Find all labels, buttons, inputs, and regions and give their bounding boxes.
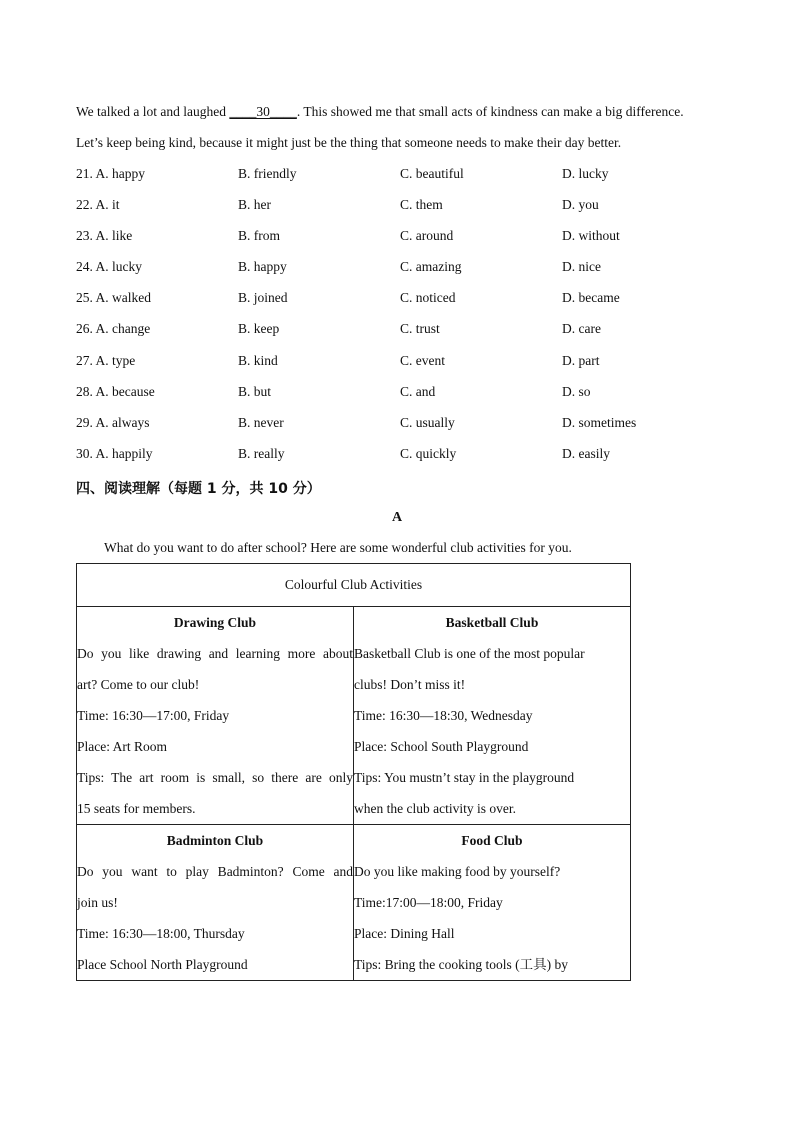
option-b: B. her: [238, 197, 271, 212]
table-title: Colourful Club Activities: [77, 564, 631, 607]
club-tips: Tips: You mustn’t stay in the playground: [354, 770, 575, 785]
club-tips: Tips: Bring the cooking tools (工具) by: [354, 957, 569, 972]
passage-line-1: [76, 104, 684, 120]
option-b: B. really: [238, 446, 285, 461]
option-c: C. them: [400, 197, 443, 212]
club-place: Place: School South Playground: [354, 739, 529, 754]
club-description: Basketball Club is one of the most popular: [354, 646, 585, 661]
option-row: [76, 446, 716, 466]
option-a: 22. A. it: [76, 197, 120, 212]
club-description: art? Come to our club!: [77, 677, 200, 692]
option-b: B. never: [238, 415, 284, 430]
option-a: 21. A. happy: [76, 166, 145, 181]
option-c: C. around: [400, 228, 454, 243]
option-a: 24. A. lucky: [76, 259, 142, 274]
option-c: C. amazing: [400, 259, 462, 274]
club-tips: when the club activity is over.: [354, 801, 516, 816]
club-tips: 15 seats for members.: [77, 801, 196, 816]
option-c: C. trust: [400, 321, 440, 336]
option-row: [76, 290, 716, 310]
option-row: [76, 353, 716, 373]
option-d: D. sometimes: [562, 415, 637, 430]
option-row: [76, 384, 716, 404]
option-a: 28. A. because: [76, 384, 155, 399]
option-row: [76, 321, 716, 341]
option-c: C. usually: [400, 415, 455, 430]
club-name: Basketball Club: [445, 615, 539, 630]
club-time: Time: 16:30—18:00, Thursday: [77, 926, 245, 941]
option-a: 26. A. change: [76, 321, 151, 336]
option-a: 25. A. walked: [76, 290, 151, 305]
food-club-cell: [354, 825, 631, 981]
passage-label: A: [391, 510, 403, 525]
option-b: B. joined: [238, 290, 288, 305]
club-description: clubs! Don’t miss it!: [354, 677, 466, 692]
club-place: Place: Art Room: [77, 739, 167, 754]
club-description: Do you like drawing and learning more about: [77, 646, 353, 661]
option-c: C. event: [400, 353, 445, 368]
option-row: [76, 228, 716, 248]
club-description: Do you like making food by yourself?: [354, 864, 561, 879]
club-name: Drawing Club: [173, 615, 257, 630]
option-b: B. happy: [238, 259, 287, 274]
option-d: D. nice: [562, 259, 601, 274]
option-c: C. and: [400, 384, 436, 399]
option-d: D. lucky: [562, 166, 609, 181]
option-b: B. friendly: [238, 166, 297, 181]
drawing-club-cell: [77, 607, 354, 825]
club-place: Place School North Playground: [77, 957, 248, 972]
club-name: Food Club: [461, 833, 523, 848]
passage-intro: What do you want to do after school? Here are some wonderful club activities for you.: [104, 540, 572, 555]
club-time: Time: 16:30—18:30, Wednesday: [354, 708, 533, 723]
club-time: Time: 16:30—17:00, Friday: [77, 708, 230, 723]
option-b: B. keep: [238, 321, 280, 336]
option-b: B. from: [238, 228, 280, 243]
option-a: 27. A. type: [76, 353, 136, 368]
option-row: [76, 415, 716, 435]
option-row: [76, 166, 716, 186]
club-description: join us!: [77, 895, 118, 910]
option-row: [76, 259, 716, 279]
option-row: [76, 197, 716, 217]
option-d: D. part: [562, 353, 600, 368]
option-b: B. kind: [238, 353, 278, 368]
club-time: Time:17:00—18:00, Friday: [354, 895, 503, 910]
section-title: 四、阅读理解（每题 1 分，共 10 分）: [76, 481, 321, 497]
passage-text: We talked a lot and laughed: [76, 104, 230, 119]
passage-line-2: Let’s keep being kind, because it might just be the thing that someone needs to make their day better.: [76, 135, 622, 150]
option-a: 30. A. happily: [76, 446, 153, 461]
badminton-club-cell: [77, 825, 354, 981]
option-c: C. quickly: [400, 446, 457, 461]
option-d: D. you: [562, 197, 599, 212]
option-a: 23. A. like: [76, 228, 133, 243]
option-d: D. became: [562, 290, 620, 305]
option-a: 29. A. always: [76, 415, 150, 430]
answer-blank-30: ____30____: [229, 104, 297, 119]
basketball-club-cell: [354, 607, 631, 825]
club-description: Do you want to play Badminton? Come and: [77, 864, 353, 879]
option-d: D. care: [562, 321, 601, 336]
club-tips: Tips: The art room is small, so there are only: [77, 770, 353, 785]
club-name: Badminton Club: [166, 833, 264, 848]
option-d: D. without: [562, 228, 620, 243]
option-b: B. but: [238, 384, 272, 399]
option-c: C. noticed: [400, 290, 456, 305]
club-place: Place: Dining Hall: [354, 926, 455, 941]
option-d: D. so: [562, 384, 591, 399]
club-activities-table: [76, 563, 631, 981]
option-c: C. beautiful: [400, 166, 464, 181]
passage-text: . This showed me that small acts of kindness can make a big difference.: [296, 104, 684, 119]
option-d: D. easily: [562, 446, 610, 461]
